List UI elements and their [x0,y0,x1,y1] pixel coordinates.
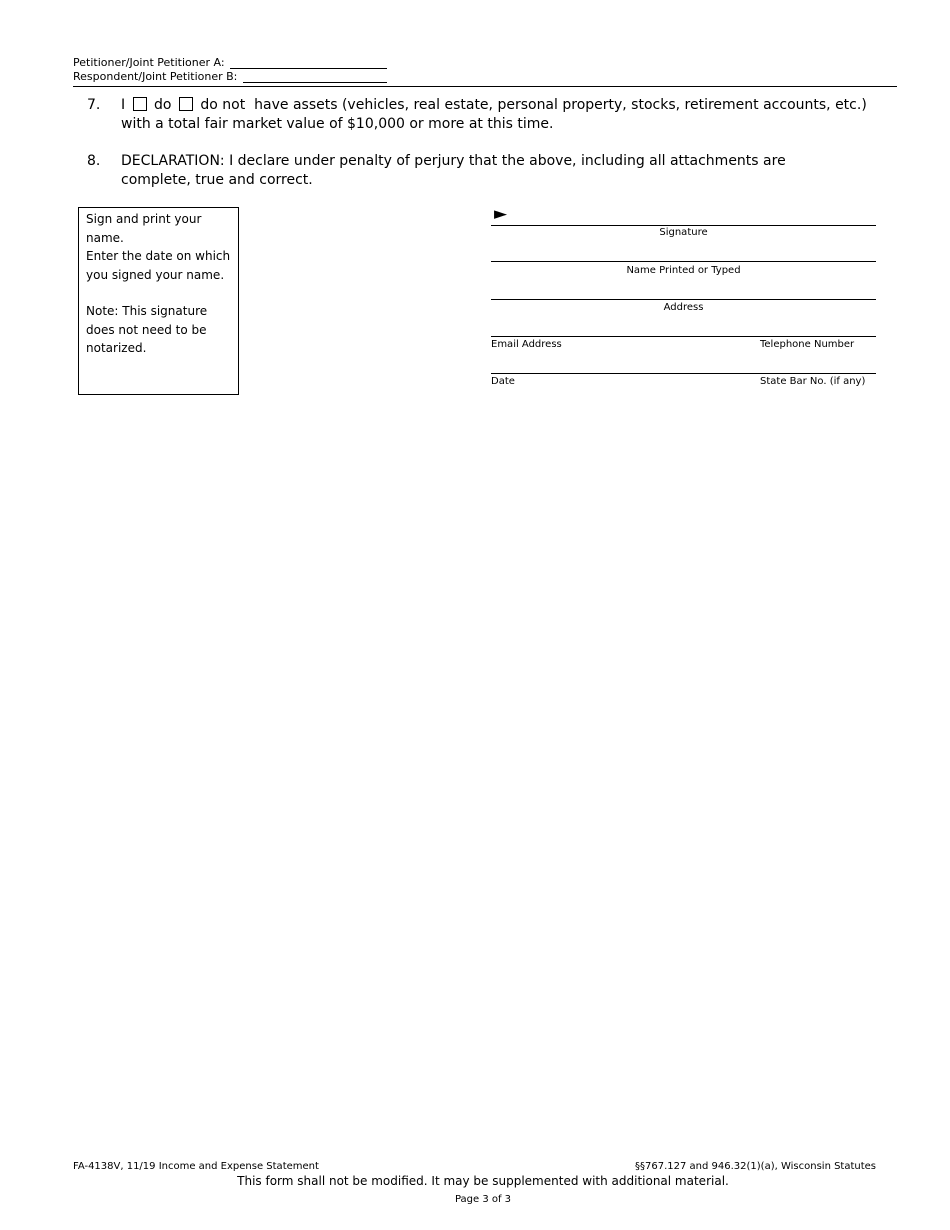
petitioner-label: Petitioner/Joint Petitioner A: [73,56,225,69]
name-printed-field[interactable] [491,261,876,262]
telephone-caption: Telephone Number [760,339,855,350]
option-do-not-label: do not [200,97,246,113]
item-8-number: 8. [87,153,101,169]
form-id: FA-4138V, 11/19 Income and Expense Statement [73,1161,319,1172]
petitioner-field[interactable] [230,68,387,69]
signature-field[interactable] [491,225,876,226]
instruction-box [78,207,239,395]
email-telephone-field[interactable] [491,336,876,337]
instruction-sign: Sign and print your name. [86,212,202,245]
checkbox-do[interactable] [133,97,147,111]
item-7-line2: with a total fair market value of $10,000 or more at this time. [121,116,554,132]
respondent-field[interactable] [243,82,387,83]
address-caption: Address [663,302,704,313]
state-bar-caption: State Bar No. (if any) [760,376,866,387]
date-bar-field[interactable] [491,373,876,374]
instruction-note: Note: This signature does not need to be notarized. [86,304,208,355]
modification-notice: This form shall not be modified. It may be supplemented with additional material. [237,1174,729,1188]
item-7-number: 7. [87,97,101,113]
item-7-prefix: I [121,97,126,113]
page-number: Page 3 of 3 [454,1194,512,1205]
signature-arrow-icon: ► [494,204,508,224]
checkbox-do-not[interactable] [179,97,193,111]
respondent-label: Respondent/Joint Petitioner B: [73,70,238,83]
option-do-label: do [154,97,172,113]
email-caption: Email Address [491,339,562,350]
date-caption: Date [491,376,515,387]
item-7-text [121,96,881,134]
address-field[interactable] [491,299,876,300]
statutes: §§767.127 and 946.32(1)(a), Wisconsin Statutes [635,1161,877,1172]
name-printed-caption: Name Printed or Typed [626,265,741,276]
instruction-date: Enter the date on which you signed your name. [86,249,231,282]
item-7-line1-rest: have assets (vehicles, real estate, personal property, stocks, retirement accounts, etc.) [254,97,867,113]
item-8-text: DECLARATION: I declare under penalty of perjury that the above, including all attachments are complete, true and correct. [121,153,786,188]
header-divider [73,86,897,87]
signature-caption: Signature [659,227,708,238]
